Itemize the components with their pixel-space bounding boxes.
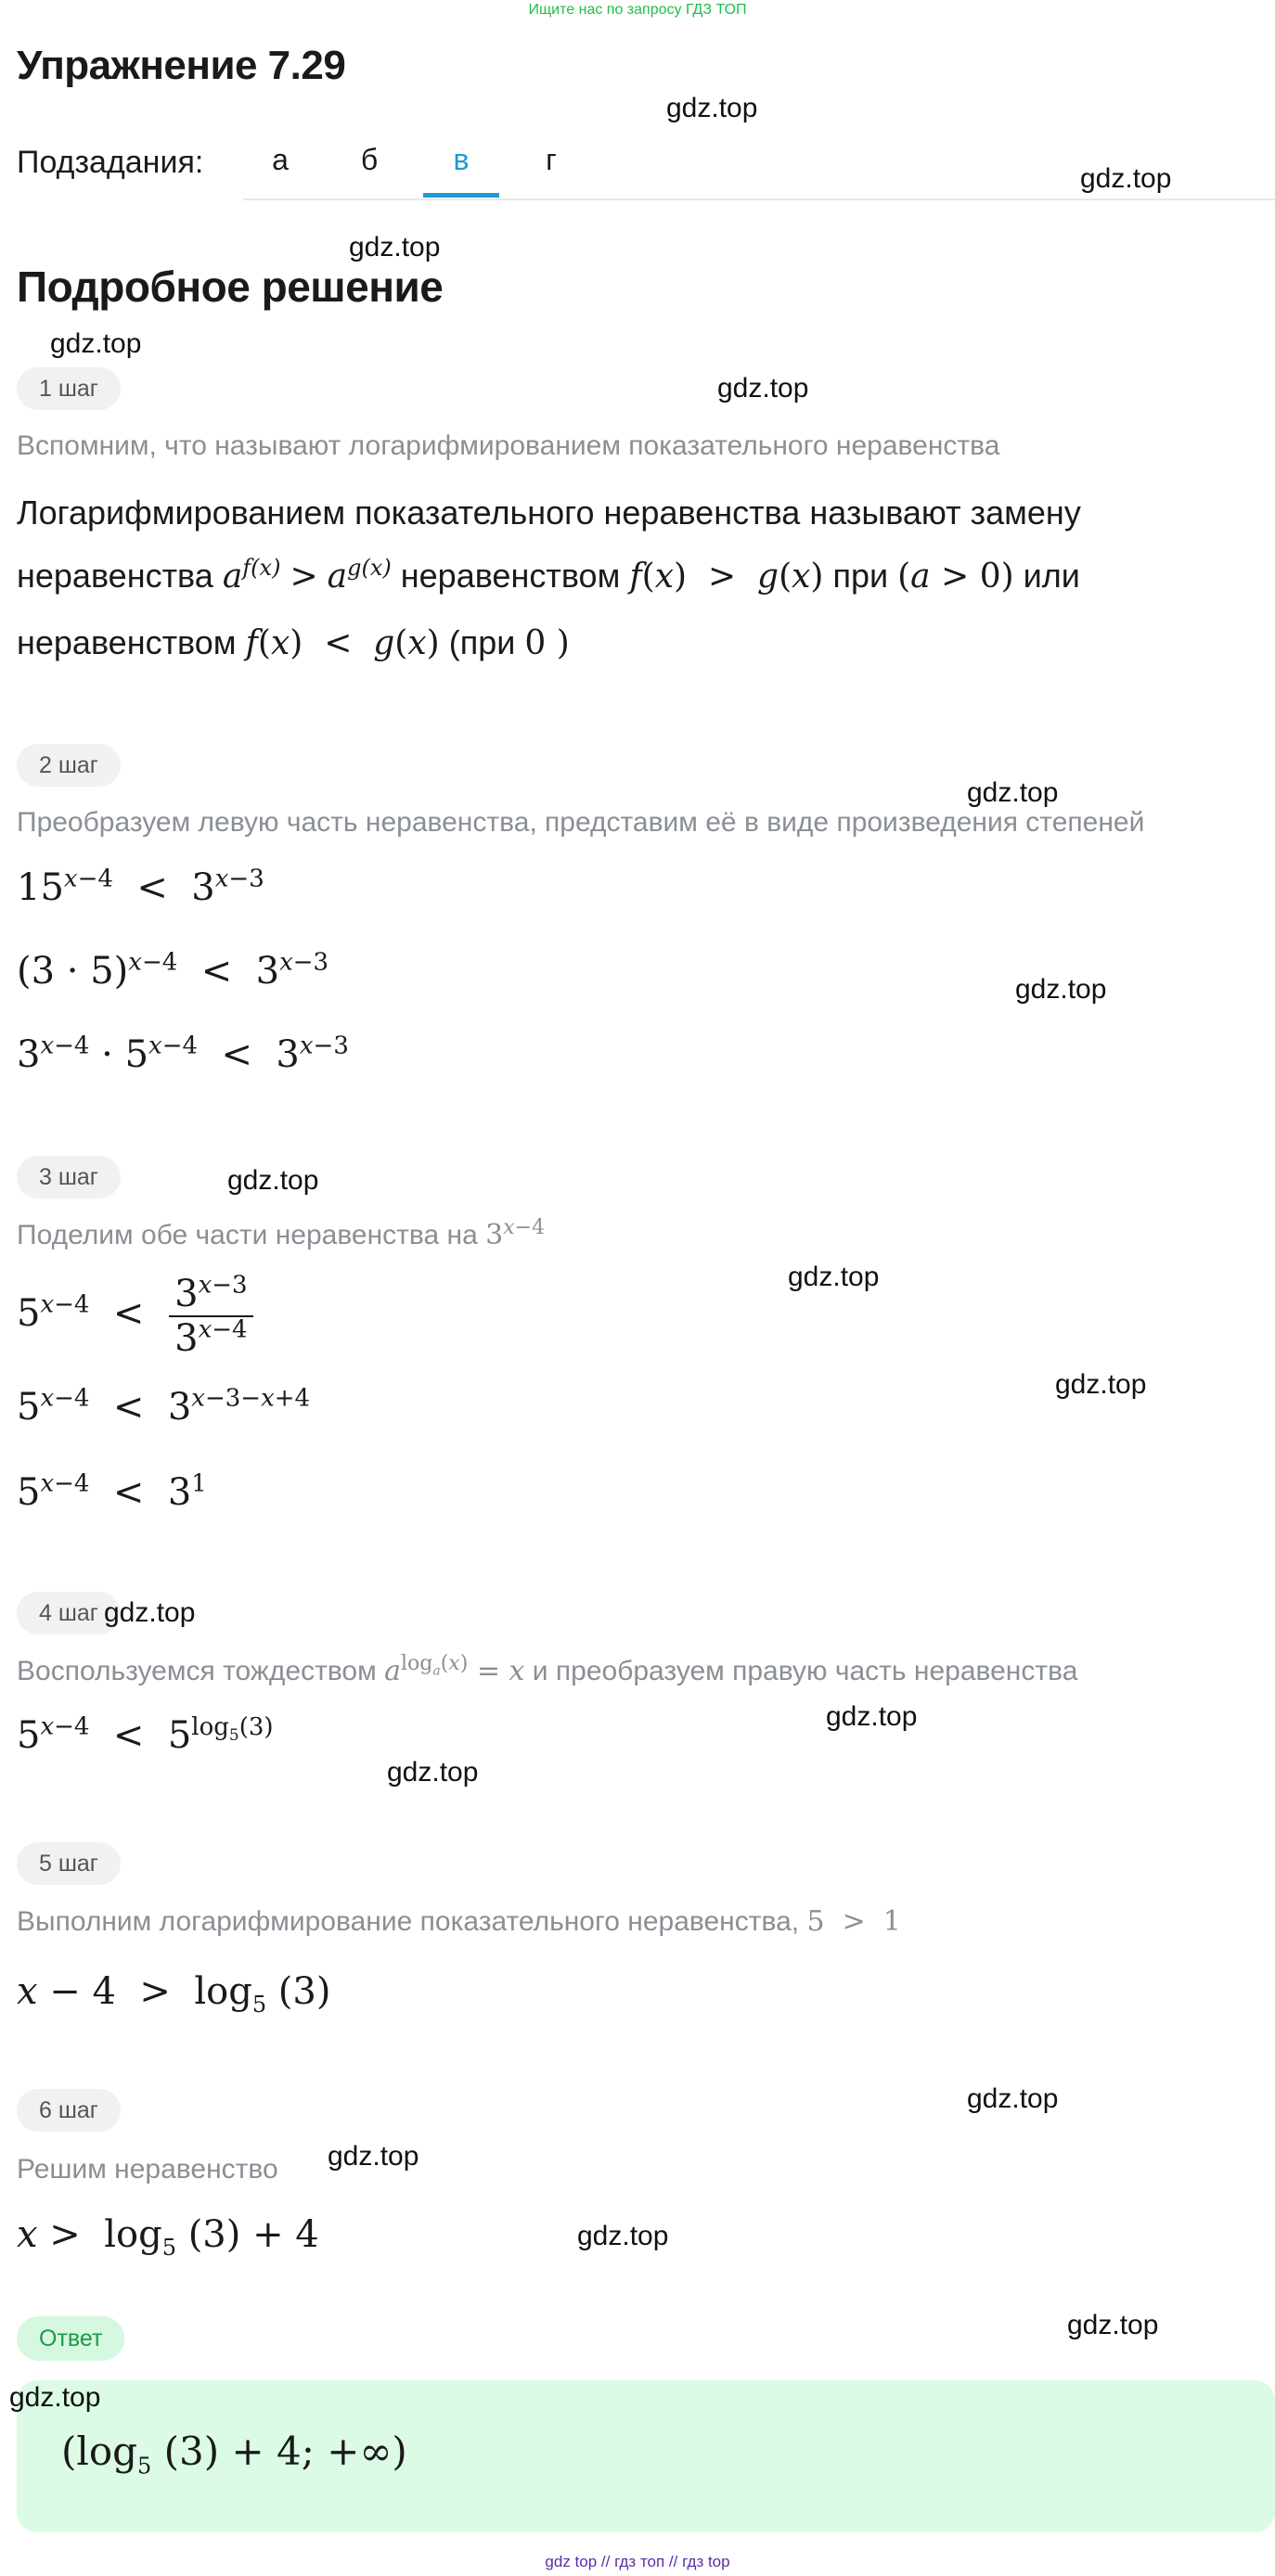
tab-a[interactable]: а: [272, 143, 289, 176]
step-1-hint: Вспомним, что называют логарифмированием показательного неравенства: [17, 430, 1000, 461]
tab-g[interactable]: г: [546, 143, 557, 176]
answer-badge: Ответ: [17, 2316, 124, 2361]
watermark: gdz.top: [577, 2221, 669, 2251]
watermark: gdz.top: [1067, 2310, 1159, 2340]
watermark: gdz.top: [826, 1701, 918, 1732]
step-3-hint: Поделим обе части неравенства на $3^{x-4}$: [17, 1216, 546, 1251]
step-2-formula-2: $(3 \cdot 5)^{x-4} < 3^{x-3}$: [17, 948, 329, 993]
step-2-formula-1: $15^{x-4} < 3^{x-3}$: [17, 865, 264, 909]
section-title: Подробное решение: [17, 263, 444, 311]
watermark: gdz.top: [967, 2083, 1059, 2114]
step-4-formula: $5^{x-4} < 5^{log_5(3)}$: [17, 1712, 274, 1757]
step-2-formula-3: $3^{x-4} \cdot 5^{x-4} < 3^{x-3}$: [17, 1032, 349, 1076]
answer-box: [17, 2380, 1275, 2532]
step-1-text-line1: Логарифмированием показательного неравенства называют замену: [17, 493, 1081, 532]
step-5-formula: $x - 4 > \log_5 (3)$: [17, 1970, 331, 2018]
page-title: Упражнение 7.29: [17, 43, 346, 88]
watermark: gdz.top: [9, 2382, 101, 2413]
step-3-formula-1: $5^{x-4}$ < $\frac{3^{x-3}}{3^{x-4}}$: [17, 1273, 253, 1360]
watermark: gdz.top: [227, 1165, 319, 1196]
watermark: gdz.top: [666, 93, 758, 123]
step-3-formula-2: $5^{x-4} < 3^{x-3-x+4}$: [17, 1384, 311, 1429]
footer-links[interactable]: gdz top // гдз топ // гдз top: [545, 2553, 730, 2570]
step-2-hint: Преобразуем левую часть неравенства, представим её в виде произведения степеней: [17, 807, 1145, 838]
watermark: gdz.top: [1055, 1369, 1147, 1400]
watermark: gdz.top: [967, 777, 1059, 808]
watermark: gdz.top: [1080, 163, 1172, 194]
step-6-badge: 6 шаг: [17, 2089, 121, 2132]
step-2-badge: 2 шаг: [17, 744, 121, 787]
watermark: gdz.top: [387, 1757, 479, 1788]
step-3-badge: 3 шаг: [17, 1156, 121, 1198]
tab-b[interactable]: б: [360, 143, 379, 176]
watermark: gdz.top: [50, 328, 142, 359]
step-3-formula-3: $5^{x-4} < 3^1$: [17, 1469, 207, 1514]
watermark: gdz.top: [104, 1597, 196, 1628]
step-1-text-line3: неравенством f(x) < g(x) (при 0 ): [17, 623, 570, 662]
answer-value: ($\log_5$ (3) + 4; +∞): [61, 2429, 407, 2480]
step-5-hint: Выполним логарифмирование показательного неравенства, 5 > 1: [17, 1905, 901, 1938]
step-1-text-line2: неравенства $a^{f(x)} > a^{g(x)}$ неравенством f(x) > g(x) при (a > 0) или: [17, 555, 1080, 596]
top-banner[interactable]: Ищите нас по запросу ГДЗ ТОП: [528, 2, 747, 18]
step-5-badge: 5 шаг: [17, 1842, 121, 1885]
step-6-hint: Решим неравенство: [17, 2154, 278, 2185]
watermark: gdz.top: [328, 2141, 419, 2172]
step-1-badge: 1 шаг: [17, 367, 121, 410]
watermark: gdz.top: [1015, 974, 1107, 1005]
step-4-badge: 4 шаг: [17, 1592, 121, 1634]
tab-v[interactable]: в: [453, 143, 470, 176]
subtasks-label: Подзадания:: [17, 145, 204, 180]
step-4-hint: Воспользуемся тождеством $a^{log_a(x)} = x$ и преобразуем правую часть неравенства: [17, 1652, 1078, 1687]
watermark: gdz.top: [788, 1262, 880, 1292]
active-tab-indicator: [423, 193, 499, 198]
watermark: gdz.top: [717, 373, 809, 404]
step-6-formula: $x > \log_5 (3) + 4$: [17, 2213, 319, 2261]
watermark: gdz.top: [349, 232, 441, 263]
